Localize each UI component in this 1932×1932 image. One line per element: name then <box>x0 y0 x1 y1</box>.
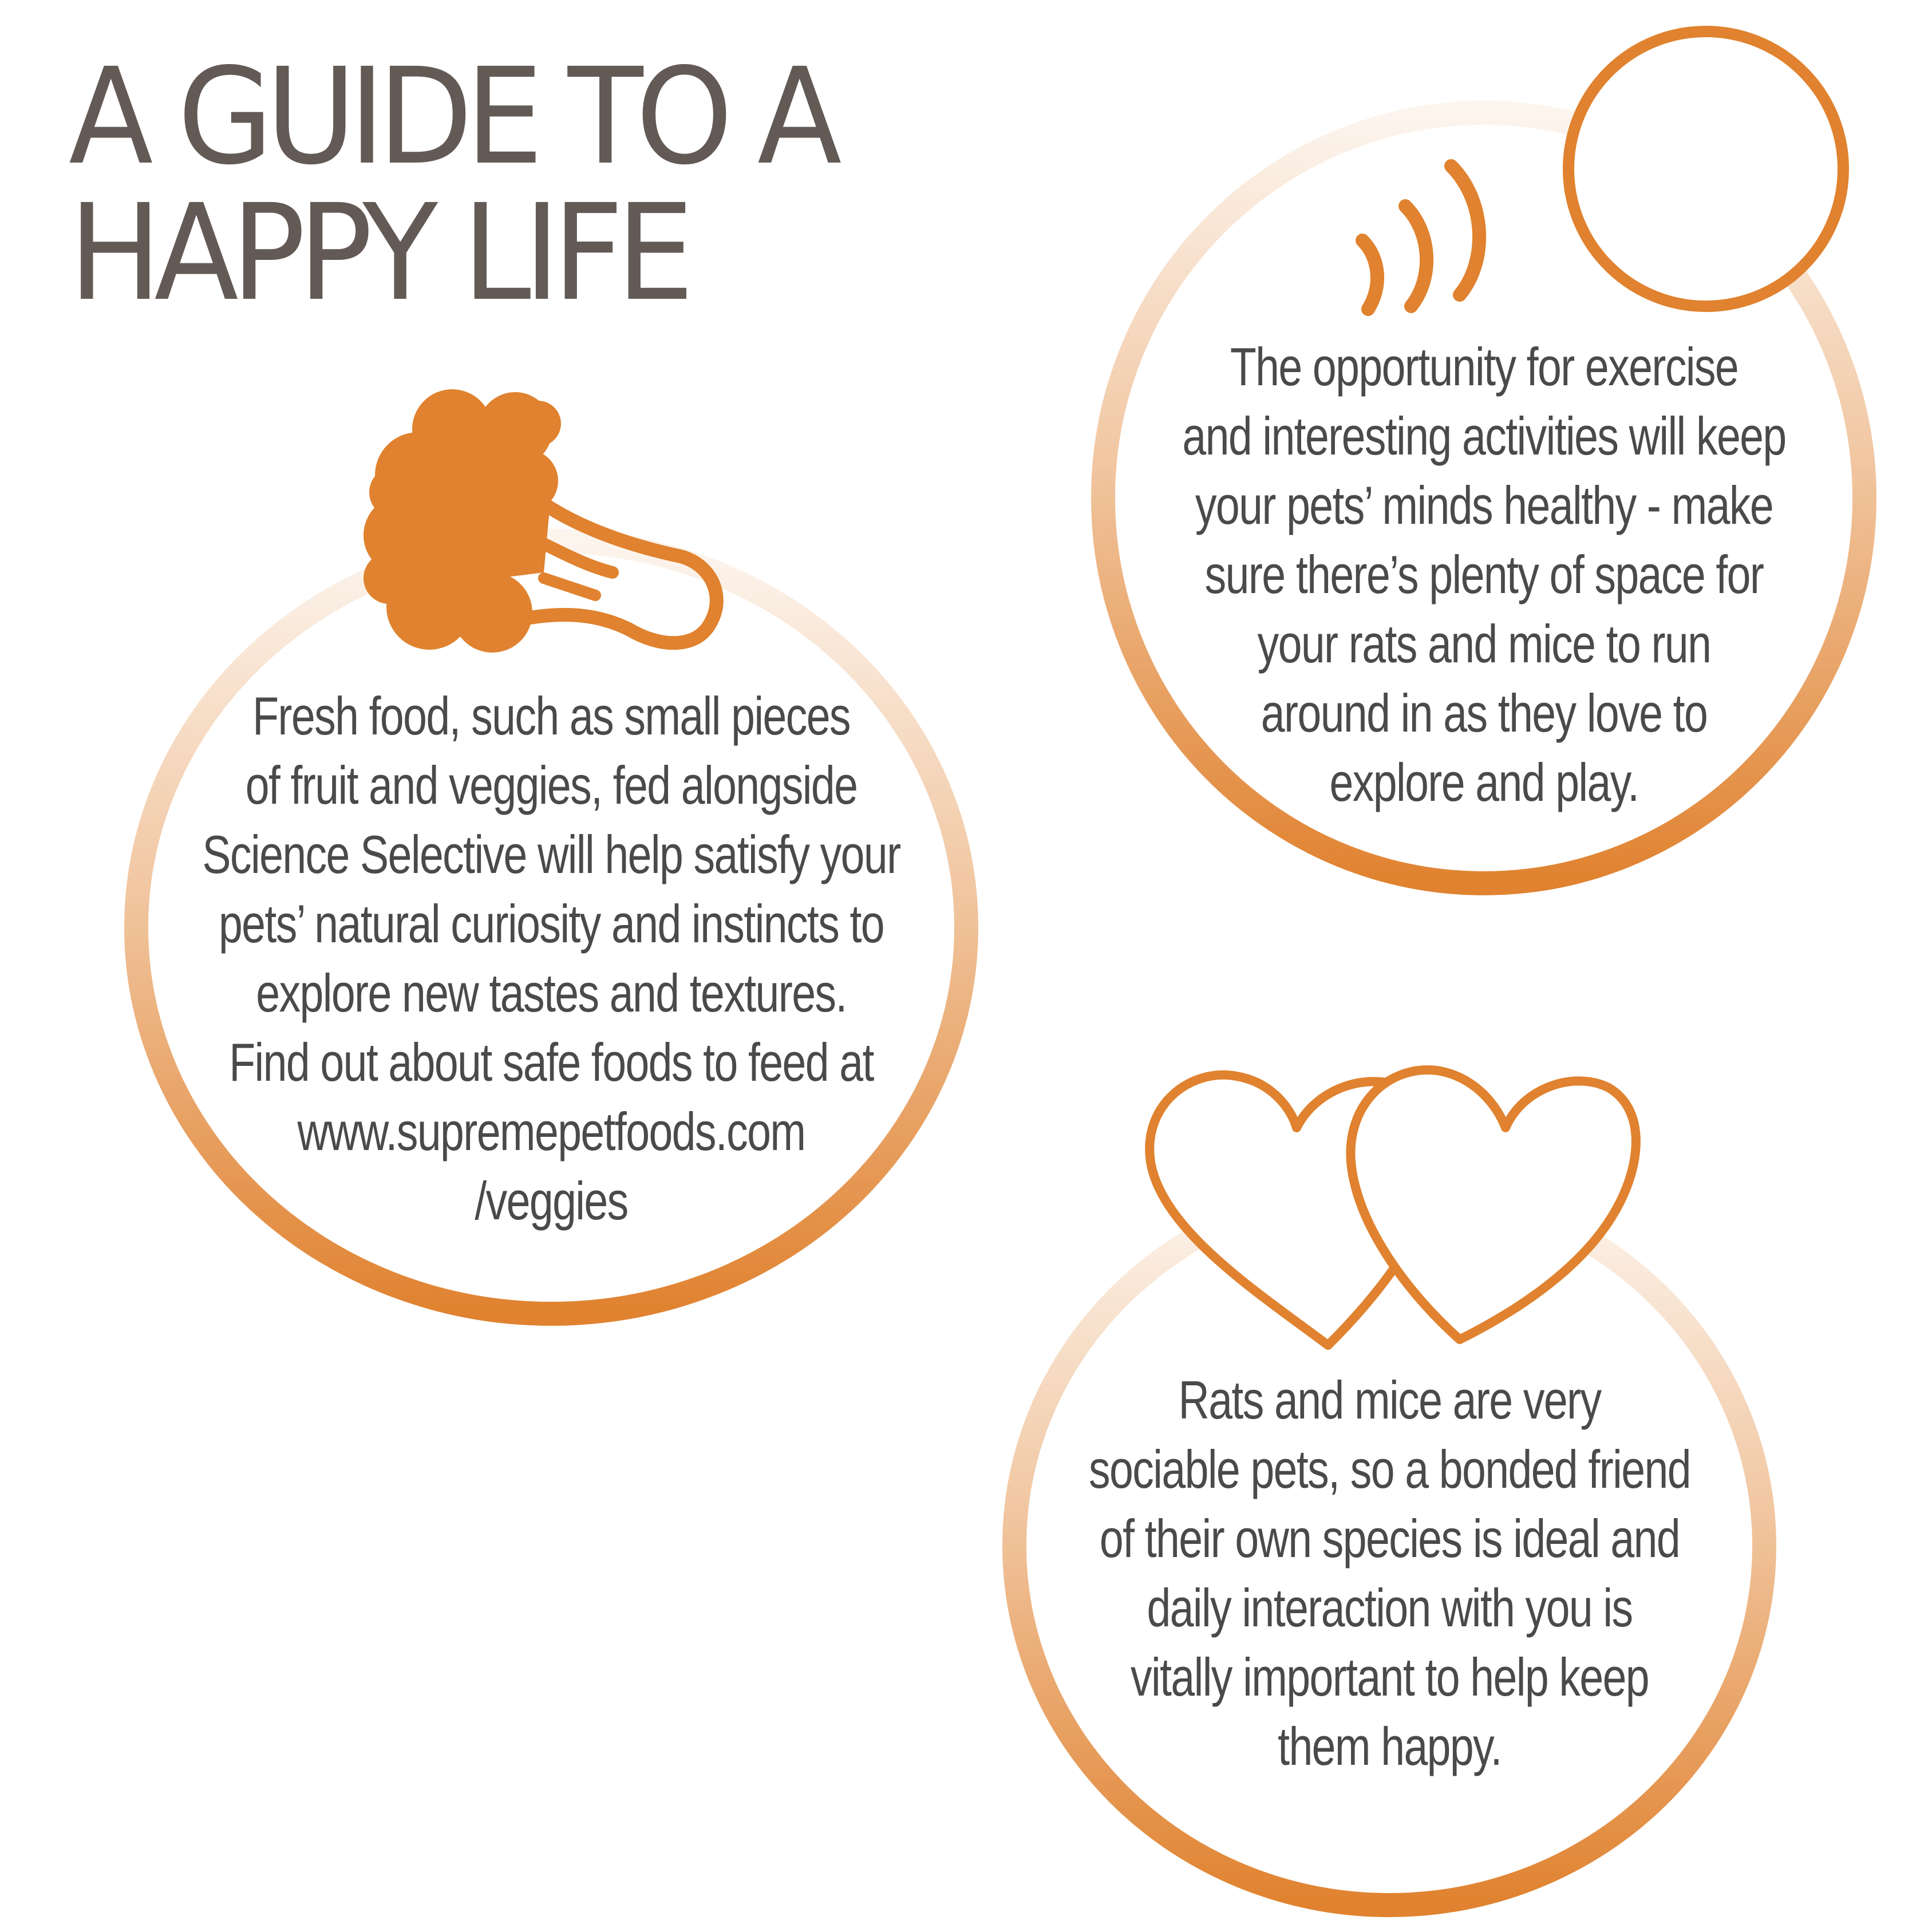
ball-icon <box>1557 20 1855 318</box>
food-text-line: Fresh food, such as small pieces <box>252 686 850 746</box>
exercise-text-line: your pets’ minds healthy - make <box>1195 475 1773 535</box>
title-line-2: HAPPY LIFE <box>69 176 687 330</box>
title-line-1: A GUIDE TO A <box>69 39 835 194</box>
exercise-text-line: sure there’s plenty of space for <box>1204 544 1764 605</box>
broccoli-icon <box>355 389 733 658</box>
social-text-line: daily interaction with you is <box>1147 1578 1633 1638</box>
social-text-line: sociable pets, so a bonded friend <box>1089 1439 1690 1499</box>
sound-waves-icon <box>1345 152 1511 323</box>
food-text-line: explore new tastes and textures. <box>256 963 847 1023</box>
social-text-line: Rats and mice are very <box>1178 1370 1601 1430</box>
social-text-line: of their own species is ideal and <box>1099 1508 1680 1568</box>
social-text <box>1034 1365 1746 1781</box>
exercise-text-line: your rats and mice to run <box>1257 614 1711 674</box>
exercise-text-line: and interesting activities will keep <box>1182 406 1786 466</box>
food-text <box>162 681 941 1235</box>
exercise-text <box>1124 332 1845 817</box>
exercise-text-line: explore and play. <box>1329 752 1639 812</box>
food-link-line[interactable]: /veggies <box>475 1171 628 1231</box>
page-title <box>69 39 835 330</box>
social-text-line: them happy. <box>1278 1716 1502 1776</box>
food-text-line: pets’ natural curiosity and instincts to <box>218 894 884 954</box>
food-text-line: Find out about safe foods to feed at <box>229 1032 874 1092</box>
exercise-text-line: around in as they love to <box>1261 683 1708 743</box>
exercise-text-line: The opportunity for exercise <box>1230 337 1739 397</box>
hearts-icon <box>1139 1053 1643 1362</box>
food-text-line: Science Selective will help satisfy your <box>202 824 900 884</box>
social-text-line: vitally important to help keep <box>1130 1647 1649 1707</box>
food-link-line[interactable]: www.supremepetfoods.com <box>297 1101 805 1161</box>
food-text-line: of fruit and veggies, fed alongside <box>245 755 858 815</box>
